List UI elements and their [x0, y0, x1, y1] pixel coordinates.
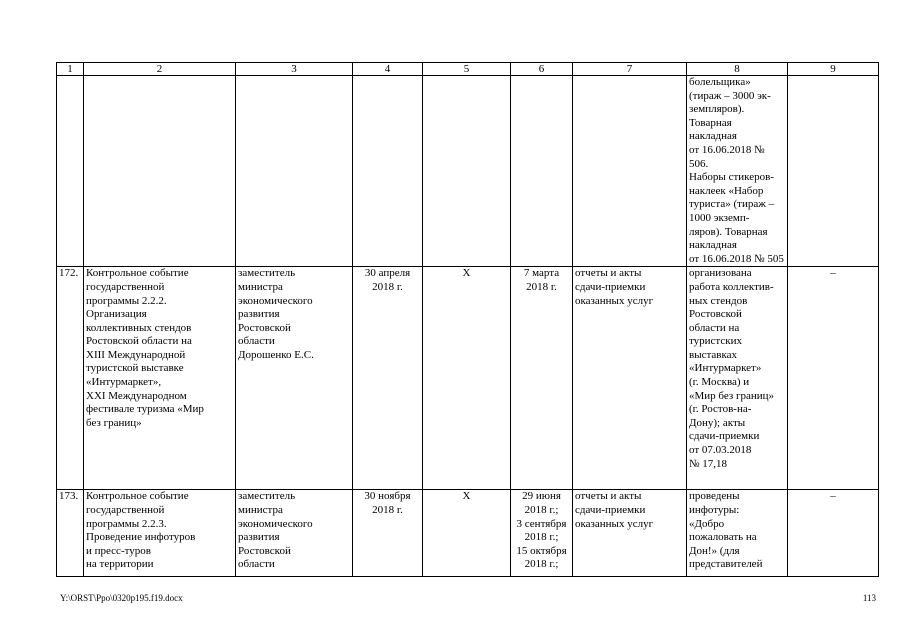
table-row [57, 267, 879, 490]
cell-outcome: проведены инфотуры: «Добро пожаловать на Дон!» (для представителей [687, 490, 788, 577]
cell-empty [236, 76, 353, 267]
cell-outcome: болельщика» (тираж – 3000 эк- земпляров). Товарная накладная от 16.06.2018 № 506. Наборы стикеров- наклеек «Набор туриста» (тираж – 1000 экземп- ляров). Товарная накладная от 16.06.2018 № 505 [687, 76, 788, 267]
cell-result: отчеты и акты сдачи-приемки оказанных услуг [573, 267, 687, 490]
cell-empty [353, 76, 423, 267]
table-row-continued [57, 76, 879, 267]
column-header: 6 [511, 63, 573, 76]
column-header: 5 [423, 63, 511, 76]
report-table [56, 62, 879, 577]
cell-note: – [788, 267, 879, 490]
cell-planned-date: 30 ноября 2018 г. [353, 490, 423, 577]
cell-empty [84, 76, 236, 267]
column-header: 4 [353, 63, 423, 76]
cell-empty [511, 76, 573, 267]
cell-result: отчеты и акты сдачи-приемки оказанных услуг [573, 490, 687, 577]
cell-empty [573, 76, 687, 267]
column-header: 9 [788, 63, 879, 76]
cell-actual-date: 7 марта 2018 г. [511, 267, 573, 490]
cell-responsible: заместитель министра экономического развития Ростовской области [236, 490, 353, 577]
cell-outcome: организована работа коллектив- ных стендов Ростовской области на туристских выставках «Интурмаркет» (г. Москва) и «Мир без границ» (г. Ростов-на- Дону); акты сдачи-приемки от 07.03.2018 № 17,18 [687, 267, 788, 490]
cell-event: Контрольное событие государственной программы 2.2.2. Организация коллективных стендов Ростовской области на XIII Международной туристской выставке «Интурмаркет», XXI Международном фестивале туризма «Мир без границ» [84, 267, 236, 490]
column-header: 8 [687, 63, 788, 76]
header-row [57, 63, 879, 76]
column-header: 3 [236, 63, 353, 76]
cell-event: Контрольное событие государственной программы 2.2.3. Проведение инфотуров и пресс-туров на территории [84, 490, 236, 577]
column-header: 1 [57, 63, 84, 76]
cell-empty [788, 76, 879, 267]
cell-note: – [788, 490, 879, 577]
footer-file-path: Y:\ORST\Ppo\0320p195.f19.docx [60, 593, 183, 603]
cell-col5: Х [423, 267, 511, 490]
cell-empty [57, 76, 84, 267]
cell-number: 173. [57, 490, 84, 577]
footer-page-number: 113 [862, 593, 876, 603]
column-header: 2 [84, 63, 236, 76]
cell-planned-date: 30 апреля 2018 г. [353, 267, 423, 490]
cell-col5: Х [423, 490, 511, 577]
cell-number: 172. [57, 267, 84, 490]
cell-empty [423, 76, 511, 267]
cell-responsible: заместитель министра экономического развития Ростовской области Дорошенко Е.С. [236, 267, 353, 490]
column-header: 7 [573, 63, 687, 76]
table-row [57, 490, 879, 577]
cell-actual-date: 29 июня 2018 г.; 3 сентября 2018 г.; 15 октября 2018 г.; [511, 490, 573, 577]
